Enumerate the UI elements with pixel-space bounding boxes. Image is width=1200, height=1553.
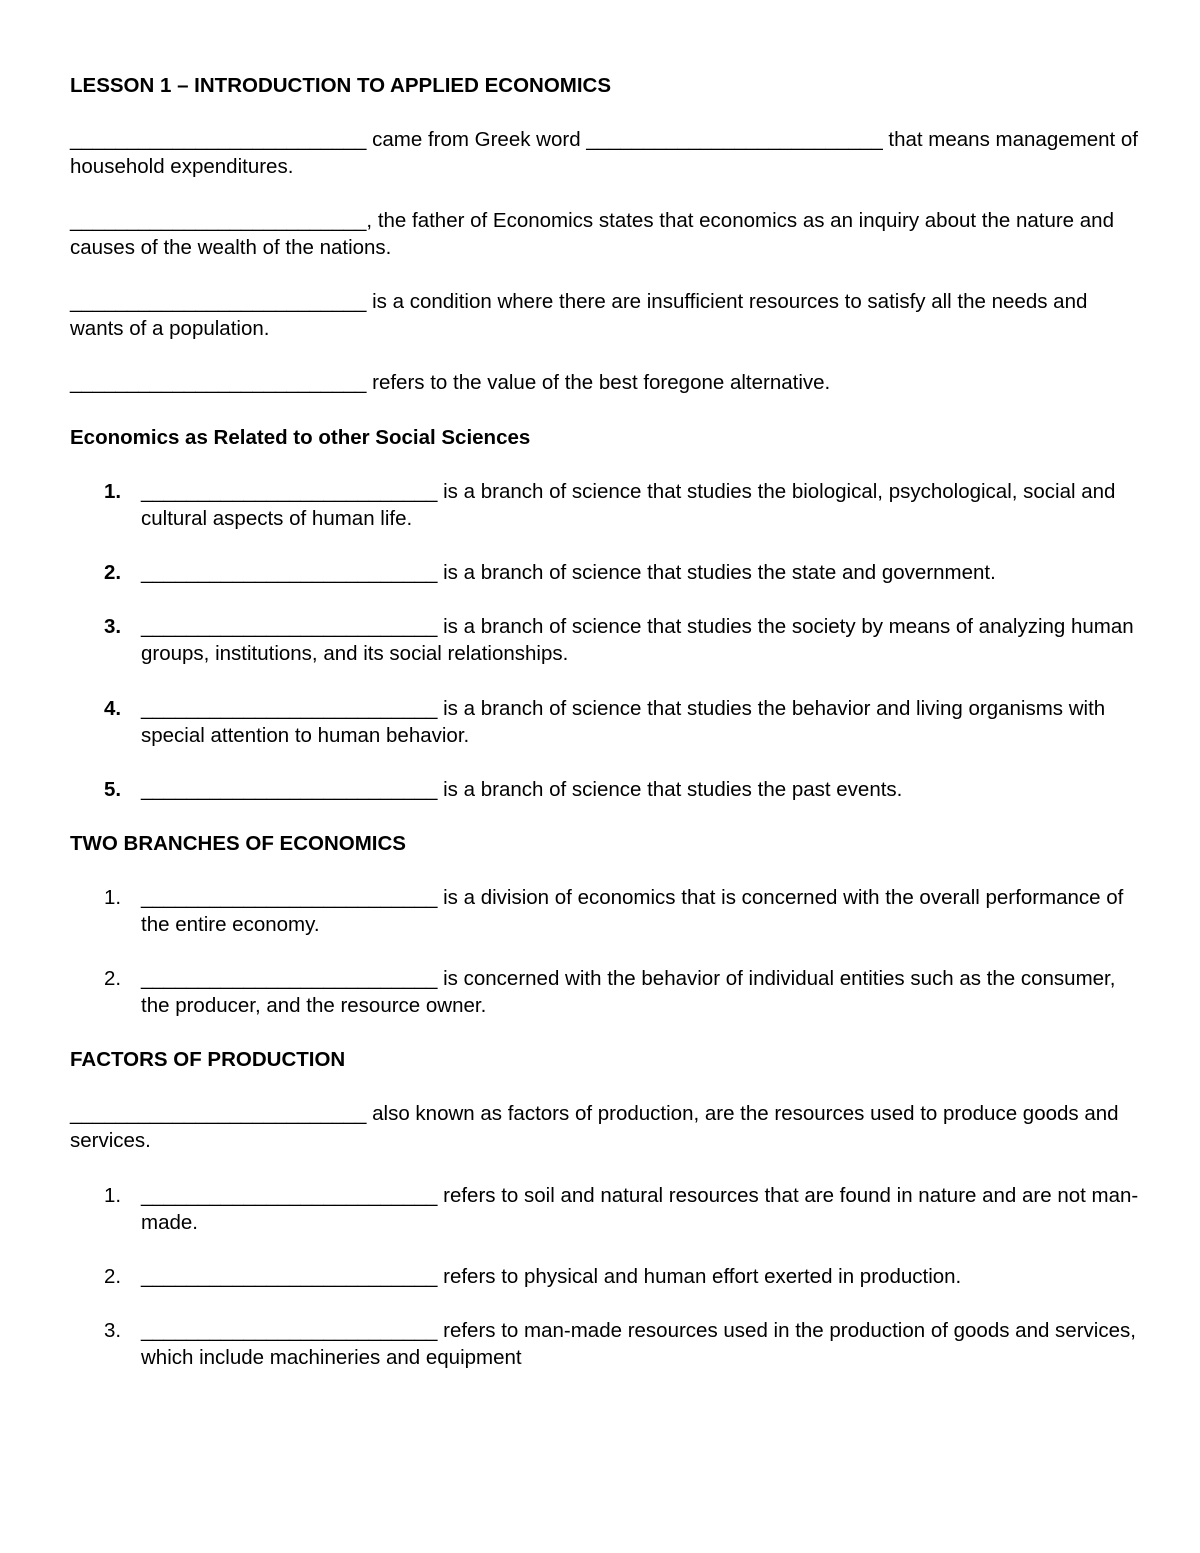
list-number: 2.	[104, 561, 122, 584]
section-heading-factors: FACTORS OF PRODUCTION	[70, 1048, 346, 1071]
list-text: __________________________ is a branch of science that studies the biological, psychological, social and cultural aspects of human life.	[141, 480, 1116, 530]
list-text: __________________________ is a division of economics that is concerned with the overall performance of the entire economy.	[141, 886, 1124, 936]
list-number: 5.	[104, 778, 122, 801]
intro-paragraph-4: __________________________ refers to the value of the best foregone alternative.	[70, 371, 831, 394]
list-number: 3.	[104, 1319, 122, 1342]
list-text: __________________________ is a branch of science that studies the society by means of analyzing human groups, institutions, and its social relationships.	[141, 615, 1134, 665]
list-text: __________________________ is a branch of science that studies the behavior and living organisms with special attention to human behavior.	[141, 697, 1106, 747]
list-number: 1.	[104, 1184, 122, 1207]
factors-intro-paragraph: __________________________ also known as factors of production, are the resources used to produce goods and services.	[70, 1102, 1119, 1152]
list-number: 1.	[104, 886, 122, 909]
list-number: 2.	[104, 967, 122, 990]
list-text: __________________________ is a branch of science that studies the past events.	[141, 778, 903, 801]
list-number: 3.	[104, 615, 122, 638]
list-number: 4.	[104, 697, 122, 720]
list-text: __________________________ refers to soil and natural resources that are found in nature and are not man-made.	[141, 1184, 1139, 1234]
section-heading-branches: TWO BRANCHES OF ECONOMICS	[70, 832, 406, 855]
list-text: __________________________ is concerned with the behavior of individual entities such as the consumer, the producer, and the resource owner.	[141, 967, 1116, 1017]
list-text: __________________________ is a branch of science that studies the state and government.	[141, 561, 996, 584]
list-number: 2.	[104, 1265, 122, 1288]
intro-paragraph-1: __________________________ came from Greek word __________________________ that means management of household expenditures.	[70, 128, 1138, 178]
section-heading-social-sciences: Economics as Related to other Social Sciences	[70, 426, 531, 449]
list-number: 1.	[104, 480, 122, 503]
lesson-title: LESSON 1 – INTRODUCTION TO APPLIED ECONOMICS	[70, 74, 612, 97]
intro-paragraph-2: __________________________, the father of Economics states that economics as an inquiry about the nature and causes of the wealth of the nations.	[70, 209, 1114, 259]
list-text: __________________________ refers to man-made resources used in the production of goods and services, which include machineries and equipment	[141, 1319, 1136, 1369]
list-text: __________________________ refers to physical and human effort exerted in production.	[141, 1265, 962, 1288]
intro-paragraph-3: __________________________ is a condition where there are insufficient resources to satisfy all the needs and wants of a population.	[70, 290, 1088, 340]
